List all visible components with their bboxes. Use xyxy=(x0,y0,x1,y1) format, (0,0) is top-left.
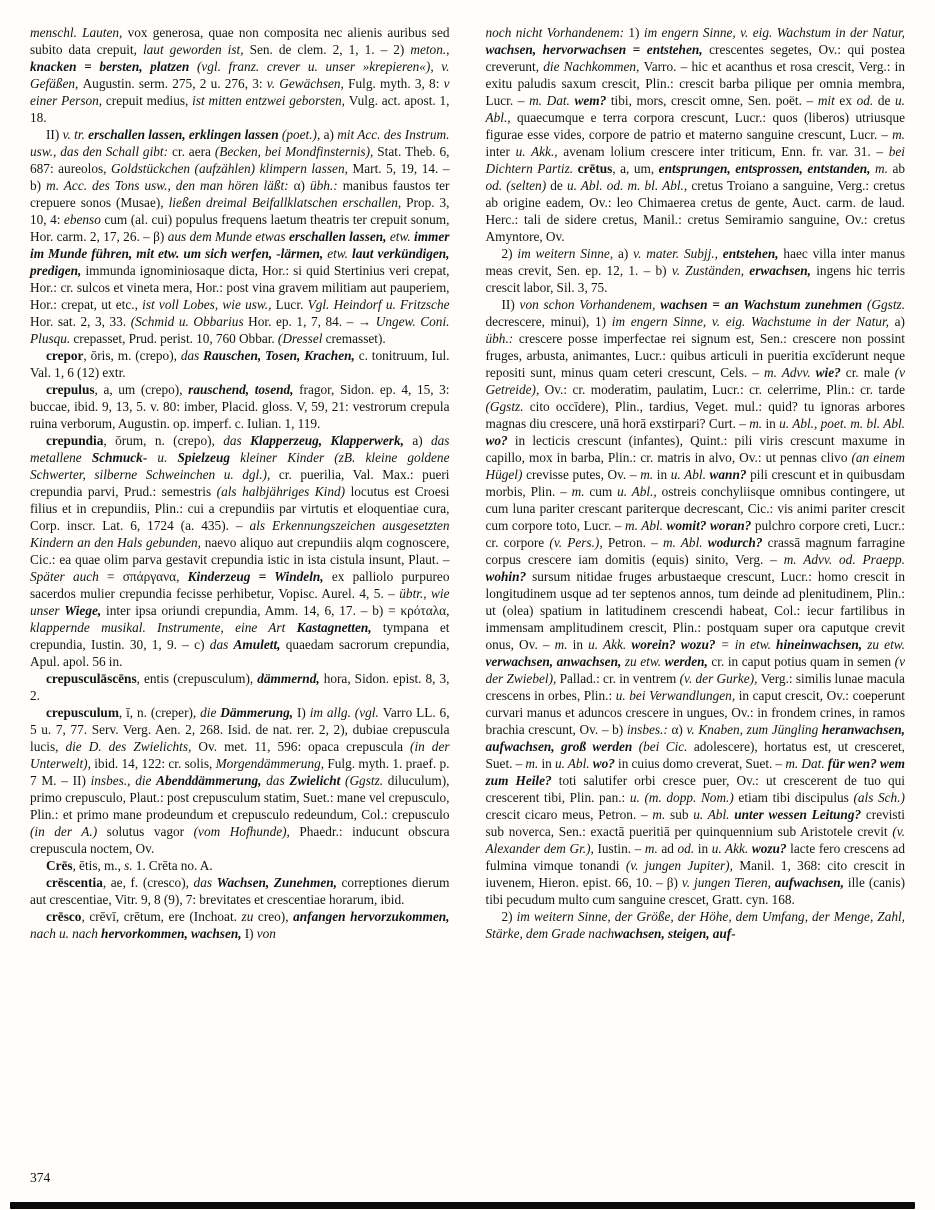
dictionary-paragraph xyxy=(30,381,450,432)
text-segment: u. Abl. od. m. bl. Abl., xyxy=(566,178,692,193)
text-segment: (an einem Hügel) xyxy=(485,450,905,482)
text-segment: Spielzeug xyxy=(177,450,241,465)
text-segment: Wachsen, Zunehmen, xyxy=(216,875,342,890)
text-segment: m. xyxy=(640,467,657,482)
text-segment: (v der Zwiebel), xyxy=(485,654,906,686)
text-segment: wozu? xyxy=(751,841,791,856)
text-segment: ebenso xyxy=(63,212,105,227)
text-segment: ließen dreimal Beifallklatschen erschallen, xyxy=(168,195,407,210)
text-segment: u. Abl. xyxy=(693,807,735,822)
text-segment: in xyxy=(572,637,589,652)
text-segment: v. tr. xyxy=(62,127,89,142)
text-segment: a) xyxy=(618,246,634,261)
text-segment: verwachsen, anwachsen, xyxy=(485,654,625,669)
text-segment: (als Sch.) xyxy=(853,790,905,805)
text-segment: (v. der Gurke), xyxy=(679,671,761,686)
text-segment: rauschend, tosend, xyxy=(188,382,300,397)
text-segment: ex xyxy=(839,93,857,108)
text-segment: u. Abl. xyxy=(554,756,593,771)
text-segment: in xyxy=(656,467,671,482)
text-segment: crēsco xyxy=(46,909,82,924)
text-segment: vox generosa, quae non composita nec alienis auribus sed subito data crepuit, xyxy=(30,25,450,57)
text-segment: aufwachsen, xyxy=(774,875,848,890)
text-segment: crepusculāscēns xyxy=(46,671,137,686)
text-segment: nach u. nach xyxy=(30,926,102,941)
text-segment: , ōris, m. (crepo), xyxy=(83,348,181,363)
dictionary-paragraph xyxy=(30,126,450,347)
text-segment: das xyxy=(266,773,290,788)
text-segment: erschallen lassen, erklingen lassen xyxy=(88,127,282,142)
text-segment: c. tonitruum, Iul. Val. 1, 6 (12) extr. xyxy=(30,348,450,380)
text-segment: tibi, mors, crescit omne, Sen. poët. – xyxy=(610,93,818,108)
text-segment: cr. male xyxy=(845,365,895,380)
text-segment: crepor xyxy=(46,348,84,363)
left-column xyxy=(30,24,450,942)
text-segment: Mart. 5, 19, 14. – b) xyxy=(30,161,450,193)
text-segment: u. Abl. xyxy=(670,467,710,482)
text-segment: ibid. 14, 122: cr. solis, xyxy=(94,756,216,771)
text-segment: crēscentia xyxy=(46,875,103,890)
text-segment: cretus Troiano a sanguine, Verg.: cretus ab origine eadem, Ov.: leo Chimaerea cretus de gente, Auct. carm. de laud. Herc.: tali de sidere cretus, Manil.: cretus Semiramio sanguine, Ov.: cretus Amyntore, Ov. xyxy=(485,178,905,244)
text-segment: correptiones dierum aut crescentiae, Vitr. 9, 8 (9), 7: brevitates et crescentiae horarum, ibid. xyxy=(30,875,450,907)
right-column xyxy=(486,24,906,942)
text-segment: s. xyxy=(124,858,136,873)
text-segment: noch nicht Vorhandenem: xyxy=(485,25,629,40)
text-segment: , ētis, m., xyxy=(72,858,125,873)
scan-edge-artifact xyxy=(10,1202,915,1209)
dictionary-paragraph xyxy=(486,296,906,908)
text-segment: m. Advv. xyxy=(763,365,816,380)
text-segment: a) xyxy=(323,127,338,142)
text-segment: = in etw. xyxy=(720,637,777,652)
text-segment: womit? woran? xyxy=(666,518,755,533)
text-segment: das metallene xyxy=(30,433,450,465)
text-segment: crepulus xyxy=(46,382,95,397)
text-segment: u. Akk., xyxy=(515,144,564,159)
text-segment: die xyxy=(200,705,221,720)
text-segment: im engern Sinne, v. eig. Wachstume in der Natur, xyxy=(611,314,895,329)
text-segment: (Ggstz. xyxy=(345,773,388,788)
text-segment: locutus est Croesi filius et in crepundiis, Plin.: cui a crepundiis par virtutis et eloquentiae cura, Corp. inscr. Lat. 6, 1724 (a. 435). – xyxy=(30,484,450,533)
text-segment: Iustin. – xyxy=(597,841,645,856)
text-segment: , a, um (crepo), xyxy=(94,382,189,397)
text-segment: wie? xyxy=(815,365,846,380)
text-segment: cr. in caput potius quam in semen xyxy=(711,654,895,669)
text-segment: (v. jungen Jupiter), xyxy=(625,858,740,873)
text-segment: das xyxy=(180,348,204,363)
text-segment: das xyxy=(193,875,217,890)
text-segment: im engern Sinne, v. eig. Wachstum in der Natur, xyxy=(643,25,905,40)
text-segment: crescit cicaro meus, Petron. – xyxy=(485,807,653,822)
text-segment: Crēs xyxy=(46,858,73,873)
text-segment: Ov.: cr. moderatim, paulatim, Lucr.: cr. celerrime, Plin.: cr. tarde xyxy=(544,382,905,397)
text-segment: crescentes segetes, Ov.: qui postea creverunt, xyxy=(485,42,905,74)
text-segment: Ov. met. 11, 596: opaca crepuscula xyxy=(198,739,411,754)
text-segment: wachsen, hervorwachsen = entstehen, xyxy=(485,42,710,57)
text-segment: Pallad.: cr. in ventrem xyxy=(559,671,680,686)
text-segment: entsprungen, entsprossen, entstanden, xyxy=(658,161,875,176)
text-segment: II) xyxy=(501,297,520,312)
text-segment: u. (m. dopp. Nom.) xyxy=(629,790,739,805)
text-segment: ostreis conchyliisque omnibus contingere, ut cum luna pariter crescant pariterque decrescant, Cic.: vis animi pariter crescit cum corpore toto, Lucr. – xyxy=(485,484,905,533)
text-segment: v. jungen Tieren, xyxy=(681,875,775,890)
text-segment: u. Akk. xyxy=(711,841,752,856)
text-segment: ex palliolo purpureo sacerdos mulier crepundia fecisse perhibetur, Vopisc. Aurel. 4, 5. – xyxy=(30,569,450,601)
text-segment: Vulg. act. apost. 1, 18. xyxy=(30,93,450,125)
text-segment: ad xyxy=(661,841,678,856)
text-segment: Ungew. Coni. Plusqu. xyxy=(30,314,450,346)
text-segment: das xyxy=(223,433,251,448)
text-segment: in xyxy=(697,841,712,856)
text-segment: Fulg. myth. 1. praef. p. 7 M. – II) xyxy=(30,756,450,788)
text-segment: decrescere, minui), 1) xyxy=(485,314,612,329)
dictionary-paragraph xyxy=(30,874,450,908)
text-segment: übh.: xyxy=(309,178,343,193)
text-segment: bei Dichtern Partiz. xyxy=(485,144,905,176)
text-segment: kleiner Kinder (zB. kleine goldene Schwerter, silberne Schweinchen u. dgl.), xyxy=(30,450,450,482)
text-segment: naevo aliquo aut crepundiis alqm cognoscere, Cic.: ea quae olim parva gestavit crepundia istic in ista cistula insunt, Plaut. – xyxy=(30,535,450,567)
text-segment: das xyxy=(209,637,234,652)
text-segment: diluculum), primo crepusculo, Plaut.: post crepusculum statim, Suet.: mane vel crepusculo, Plin.: et primo mane prodeundum et crepusculo redeundum, Col.: crepusculo xyxy=(30,773,450,822)
text-segment: Varro LL. 6, 5 u. 7, 77. Serv. Verg. Aen. 2, 268. Isid. de nat. rer. 2, 2), dubiae crepuscula lucis, xyxy=(30,705,450,754)
text-segment: ingens hic terris crescit labor, Sil. 3, 75. xyxy=(485,263,906,295)
dictionary-paragraph xyxy=(30,432,450,670)
text-segment: pili crescunt et in quibusdam morbis, Plin. – xyxy=(485,467,905,499)
text-segment: insbes., die xyxy=(90,773,157,788)
text-segment: hineinwachsen, xyxy=(776,637,868,652)
text-segment: Varro. – hic et acanthus et rosa crescit, Verg.: in exitu paludis saxum crescit, Plin.: crescit barba pilique per omnia membra, Lucr. – xyxy=(485,59,905,108)
text-segment: ab xyxy=(892,161,905,176)
text-segment: m. Advv. od. Praepp. xyxy=(783,552,905,567)
page-number: 374 xyxy=(30,1170,51,1185)
text-segment: , ī, n. (creper), xyxy=(118,705,201,720)
text-segment: (Ggstz. xyxy=(866,297,906,312)
text-segment: (in der Unterwelt), xyxy=(30,739,450,771)
text-segment: heranwachsen, aufwachsen, groß werden xyxy=(485,722,905,754)
text-segment: (in der A.) xyxy=(30,824,107,839)
text-segment: mit Acc. des Instrum. usw., das den Schall gibt: xyxy=(30,127,450,159)
text-segment: v einer Person, xyxy=(30,76,450,108)
text-segment: von schon Vorhandenem, xyxy=(519,297,661,312)
text-segment: inter ipsa oriundi crepundia, Amm. 14, 6, 17. – b) = κρόταλα, xyxy=(106,603,450,618)
text-segment: im allg. (vgl. xyxy=(309,705,383,720)
text-segment: mit xyxy=(817,93,840,108)
text-segment: 2) xyxy=(501,909,517,924)
text-segment: anfangen hervorzukommen, xyxy=(293,909,450,924)
text-segment: crescere posse imperfectae rei signum est, Sen.: crescere non possint fruges, arbusta, animantes, Lucr.: quibus articuli in pueritia excīderunt neque repositi sunt, minus quam ceteri crescunt, Cels. – xyxy=(485,331,905,380)
text-segment: entstehen, xyxy=(722,246,784,261)
text-segment: laut verkündigen, predigen, xyxy=(30,246,450,278)
text-segment: m. xyxy=(749,416,766,431)
text-segment: cremasset). xyxy=(325,331,386,346)
text-segment: v. Gewächsen, xyxy=(266,76,349,91)
text-segment: die D. des Zwielichts, xyxy=(65,739,199,754)
text-segment: (Schmid u. Obbarius xyxy=(130,314,249,329)
text-segment: Phaedr.: inducunt obscura crepuscula noctem, Ov. xyxy=(30,824,450,856)
dictionary-paragraph xyxy=(486,908,906,942)
text-segment: manibus faustos ter crepuere sonos (Musae), xyxy=(30,178,450,210)
text-segment: m. xyxy=(875,161,893,176)
text-segment: übtr., wie unser xyxy=(30,586,450,618)
text-segment: in xyxy=(765,416,780,431)
text-segment: wachsen = an Wachstum zunehmen xyxy=(660,297,867,312)
text-segment: adolescere), hortatus est, ut cresceret, Suet. – xyxy=(485,739,906,771)
text-segment: in caput crescit, Ov.: coeperunt curvari manus et aduncos crescere in ungues, Ov.: in frondem crines, in ramos brachia crescunt, Ov. – b) xyxy=(485,688,905,737)
text-segment: ist voll Lobes, wie usw., xyxy=(142,297,276,312)
text-segment: wo? xyxy=(485,433,515,448)
text-segment: u. Abl., poet. m. bl. Abl. xyxy=(779,416,906,431)
text-segment: zu etw. xyxy=(624,654,665,669)
text-segment: u. Abl., xyxy=(617,484,662,499)
text-segment: Zwielicht xyxy=(289,773,346,788)
text-segment: in lecticis crescunt (infantes), Quint.: pili viris crescunt maxume in capillo, mox in barba, Plin.: cr. matris in alvo, Ov.: ut pennas clivo xyxy=(485,433,906,465)
text-segment: die Nachkommen, xyxy=(543,59,644,74)
text-segment: (Becken, bei Mondfinsternis), xyxy=(214,144,378,159)
text-segment: worein? wozu? xyxy=(631,637,721,652)
text-segment: od. xyxy=(856,93,878,108)
text-segment: pulchro corpore creti, Lucr.: cr. corpore xyxy=(485,518,905,550)
text-segment: cito occīdere), Plin., tardius, Veget. mul.: quid? tu ignoras arbores magnas diu crescere, unā horā exstirpari? Curt. – xyxy=(485,399,906,431)
text-segment: lacte fero crescens ad fulmina vimque tonandi xyxy=(485,841,906,873)
text-segment: von xyxy=(256,926,276,941)
text-segment: fragor, Sidon. ep. 4, 15, 3: buccae, ibid. 9, 13, 5. v. 80: imber, Placid. gloss. V, 59, 21: vestrorum crepula ruina verborum, Augustin. op. imperf. c. Iulian. 1, 119. xyxy=(30,382,450,431)
text-segment: ille (canis) tibi pecudum multo cum sanguine crescet, Gratt. cyn. 168. xyxy=(485,875,905,907)
text-segment: m. xyxy=(525,756,542,771)
text-segment: wann? xyxy=(709,467,751,482)
text-segment: de xyxy=(550,178,567,193)
dictionary-paragraph xyxy=(30,704,450,857)
text-segment: wohin? xyxy=(485,569,533,584)
text-segment: Kinderzeug = Windeln, xyxy=(187,569,332,584)
dictionary-paragraph xyxy=(30,857,450,874)
text-segment: od. xyxy=(677,841,698,856)
text-segment: Prop. 3, 10, 4: xyxy=(30,195,450,227)
text-segment: Schmuck- xyxy=(91,450,158,465)
text-segment: Kastagnetten, xyxy=(296,620,383,635)
text-segment: Wiege, xyxy=(64,603,107,618)
text-segment: u. Akk. xyxy=(588,637,632,652)
text-segment: , entis (crepusculum), xyxy=(136,671,258,686)
dictionary-paragraph xyxy=(486,24,906,245)
text-segment: Hor. sat. 2, 3, 33. xyxy=(30,314,131,329)
text-segment: in cuius domo creverat, Suet. – xyxy=(618,756,786,771)
text-segment: (als halbjähriges Kind) xyxy=(216,484,351,499)
text-segment: (vgl. franz. crever u. unser »krepieren«), v. Gefäßen, xyxy=(30,59,450,91)
text-segment: de xyxy=(877,93,895,108)
text-segment: II) xyxy=(46,127,63,142)
text-segment: aus dem Munde etwas xyxy=(167,229,289,244)
text-segment: klappernde musikal. Instrumente, eine Art xyxy=(30,620,297,635)
text-segment: 2) xyxy=(501,246,518,261)
text-segment: avenam lolium crescere inter triticum, Enn. fr. var. 31. – xyxy=(563,144,889,159)
text-segment: I) xyxy=(244,926,257,941)
dictionary-paragraph xyxy=(486,245,906,296)
text-segment: sursum nitidae fruges arbustaeque crescunt, Lucr.: homo crescit in longitudinem usque ad ter septenos annos, tum deinde ad plenitudinem, Plin.: ut (olea) spatium in latitudinem crescendi habeat, Col.: iecur fartilibus in immensam amplitudinem crescit, Plin.: postquam super ora caputque crevit onus, Ov. – xyxy=(485,569,905,652)
text-segment: crevisse putes, Ov. – xyxy=(526,467,641,482)
text-segment: etw. xyxy=(327,246,353,261)
text-segment: Goldstückchen (aufzählen) klimpern lassen, xyxy=(111,161,353,176)
text-segment: 1. Crēta no. A. xyxy=(135,858,213,873)
text-segment: inter xyxy=(485,144,516,159)
text-segment: u. Abl., xyxy=(485,93,905,125)
text-segment: m. xyxy=(554,637,573,652)
dictionary-paragraph xyxy=(30,347,450,381)
text-segment: cum (al. cui) populus frequens laetum theatris ter crepuit sonum, Hor. carm. 2, 17, 26. – β) xyxy=(30,212,450,244)
text-segment: crepuit medius, xyxy=(105,93,193,108)
text-segment: od. (selten) xyxy=(485,178,551,193)
text-segment: v. mater. Subjj., xyxy=(633,246,723,261)
text-segment: (poet.), xyxy=(281,127,324,142)
text-segment: , ae, f. (cresco), xyxy=(102,875,194,890)
text-segment: Später auch xyxy=(30,569,108,584)
text-segment: Hor. ep. 1, 7, 84. – → xyxy=(248,314,376,329)
text-segment: Petron. – xyxy=(607,535,663,550)
text-segment: ist mitten entzwei geborsten, xyxy=(192,93,349,108)
text-segment: m. xyxy=(571,484,590,499)
text-segment: , a, um, xyxy=(612,161,659,176)
text-segment: (Ggstz. xyxy=(485,399,530,414)
text-segment: Vgl. Heindorf u. Fritzsche xyxy=(307,297,450,312)
text-segment: m. Dat. xyxy=(529,93,575,108)
text-segment: m. xyxy=(644,841,662,856)
text-segment: m. Acc. des Tons usw., den man hören läßt: xyxy=(46,178,294,193)
text-segment: im weitern Sinne, xyxy=(517,246,618,261)
text-segment: erschallen lassen, xyxy=(288,229,390,244)
text-segment: laut geworden ist, xyxy=(142,42,250,57)
text-segment: Augustin. serm. 275, 2 u. 276, 3: xyxy=(82,76,267,91)
text-segment: (bei Cic. xyxy=(638,739,694,754)
text-segment: übh.: xyxy=(485,331,519,346)
text-segment: etw. xyxy=(389,229,415,244)
text-segment: v. Knaben, zum Jüngling xyxy=(686,722,822,737)
text-segment: solutus vagor xyxy=(106,824,194,839)
text-segment: unter wessen Leitung? xyxy=(734,807,866,822)
text-segment: , ōrum, n. (crepo), xyxy=(103,433,224,448)
text-segment: zu etw. xyxy=(867,637,905,652)
text-segment: m. Dat. xyxy=(785,756,828,771)
text-segment: cr. puerilia, Val. Max.: pueri crepundia parvi, Prud.: semestris xyxy=(30,467,450,499)
text-segment: crevisti sub noverca, Sen.: exactā pueritiā per quinquennium sub Aristotele crevit xyxy=(485,807,905,839)
text-segment: crassā magnum farragine corpus crescere iam domitis (equis) sinito, Verg. – xyxy=(485,535,906,567)
text-segment: α) xyxy=(671,722,687,737)
text-segment: crētus xyxy=(577,161,613,176)
text-segment: im weitern Sinne, der Größe, der Höhe, dem Umfang, der Menge, Zahl, Stärke, dem Grade nach xyxy=(485,909,906,941)
text-segment: (Dressel xyxy=(277,331,326,346)
text-segment: 1) xyxy=(628,25,644,40)
text-segment: meton., xyxy=(410,42,450,57)
text-segment: quaecumque e terra corpora crescunt, Lucr.: quos (liberos) utriusque figurae esse vides, corpore de patrio et materno sanguine crescunt, Lucr. – xyxy=(485,110,905,142)
dictionary-paragraph xyxy=(30,908,450,942)
text-segment: haec villa inter manus meas crevit, Sen. ep. 12, 1. – b) xyxy=(485,246,906,278)
dictionary-paragraph xyxy=(30,24,450,126)
text-segment: a) xyxy=(412,433,431,448)
text-segment: Abenddämmerung, xyxy=(156,773,267,788)
text-segment: crepusculum xyxy=(46,705,119,720)
text-segment: I) xyxy=(296,705,310,720)
text-segment: insbes.: xyxy=(626,722,672,737)
text-segment: quaedam sacrorum crepundia, Apul. apol. 56 in. xyxy=(30,637,450,669)
text-segment: erwachsen, xyxy=(749,263,817,278)
text-segment: wachsen, steigen, auf- xyxy=(614,926,736,941)
text-segment: Fulg. myth. 3, 8: xyxy=(348,76,444,91)
text-segment: toti salutifer orbi cresce puer, Ov.: ut crescerent de tuo qui crescerent tibi, Plin. pan.: xyxy=(485,773,905,805)
dictionary-paragraph xyxy=(30,670,450,704)
text-segment: (vom Hofhunde), xyxy=(193,824,300,839)
text-segment: u. xyxy=(157,450,178,465)
text-segment: in xyxy=(541,756,555,771)
text-segment: a) xyxy=(894,314,905,329)
text-segment: hervorkommen, wachsen, xyxy=(101,926,245,941)
text-segment: crepasset, Prud. perist. 10, 760 Obbar. xyxy=(73,331,278,346)
text-segment: Stat. Theb. 6, 687: aureolos, xyxy=(30,144,450,176)
text-segment: wo? xyxy=(592,756,619,771)
text-segment: Sen. de clem. 2, 1, 1. – 2) xyxy=(249,42,411,57)
text-segment: m. xyxy=(892,127,905,142)
text-segment: dämmernd, xyxy=(257,671,324,686)
text-segment: werden, xyxy=(664,654,712,669)
text-segment: als Erkennungszeichen ausgesetzten Kindern an den Hals gebunden, xyxy=(30,518,450,550)
text-segment: Dämmerung, xyxy=(220,705,297,720)
text-segment: crepundia xyxy=(46,433,104,448)
text-segment: knacken = bersten, platzen xyxy=(30,59,197,74)
text-segment: , crēvī, crētum, ere (Inchoat. xyxy=(81,909,242,924)
text-segment: hora, Sidon. epist. 8, 3, 2. xyxy=(30,671,450,703)
text-segment: Morgendämmerung, xyxy=(215,756,328,771)
text-segment: (v. Alexander dem Gr.), xyxy=(485,824,905,856)
text-segment: wodurch? xyxy=(707,535,768,550)
text-segment: wem? xyxy=(574,93,611,108)
text-segment: (v. Pers.), xyxy=(549,535,608,550)
text-segment: sub xyxy=(670,807,694,822)
text-segment: tympana et crepundia, Iustin. 30, 1, 9. – c) xyxy=(30,620,450,652)
text-segment: creo), xyxy=(257,909,294,924)
text-segment: Klapperzeug, Klapperwerk, xyxy=(250,433,413,448)
text-segment: m. xyxy=(652,807,671,822)
text-segment: = σπάργανα, xyxy=(107,569,188,584)
text-segment: zu xyxy=(241,909,258,924)
text-segment: m. Abl. xyxy=(624,518,667,533)
text-segment: Amulett, xyxy=(233,637,286,652)
text-segment: Lucr. xyxy=(275,297,308,312)
text-segment: Manil. 1, 368: cito crescit in iuvenem, Hieron. epist. 66, 10. – β) xyxy=(485,858,905,890)
text-segment: α) xyxy=(293,178,310,193)
text-segment: u. bei Verwandlungen, xyxy=(615,688,739,703)
text-segment: immer im Munde führen, mit etw. um sich werfen, -lärmen, xyxy=(30,229,450,261)
text-segment: v. Zuständen, xyxy=(671,263,750,278)
text-segment: etiam tibi discipulus xyxy=(738,790,854,805)
text-segment: cr. aera xyxy=(171,144,215,159)
text-segment: m. Abl. xyxy=(662,535,708,550)
text-segment: Rauschen, Tosen, Krachen, xyxy=(203,348,359,363)
text-segment: Verg.: similis lunae macula crescens in orbes, Plin.: xyxy=(485,671,905,703)
text-segment: für wen? wem zum Heile? xyxy=(485,756,905,788)
text-segment: (v Getreide), xyxy=(485,365,905,397)
text-segment: menschl. Lauten, xyxy=(30,25,128,40)
text-segment: immunda ignominiosaque dicta, Hor.: si quid Stertinius veri crepat, Hor.: cr. sulcos et vineta mera, Hor.: post vina gravem militiam aut pauperiem, Hor.: crepat, ut etc., xyxy=(30,263,450,312)
text-segment: cum xyxy=(589,484,618,499)
